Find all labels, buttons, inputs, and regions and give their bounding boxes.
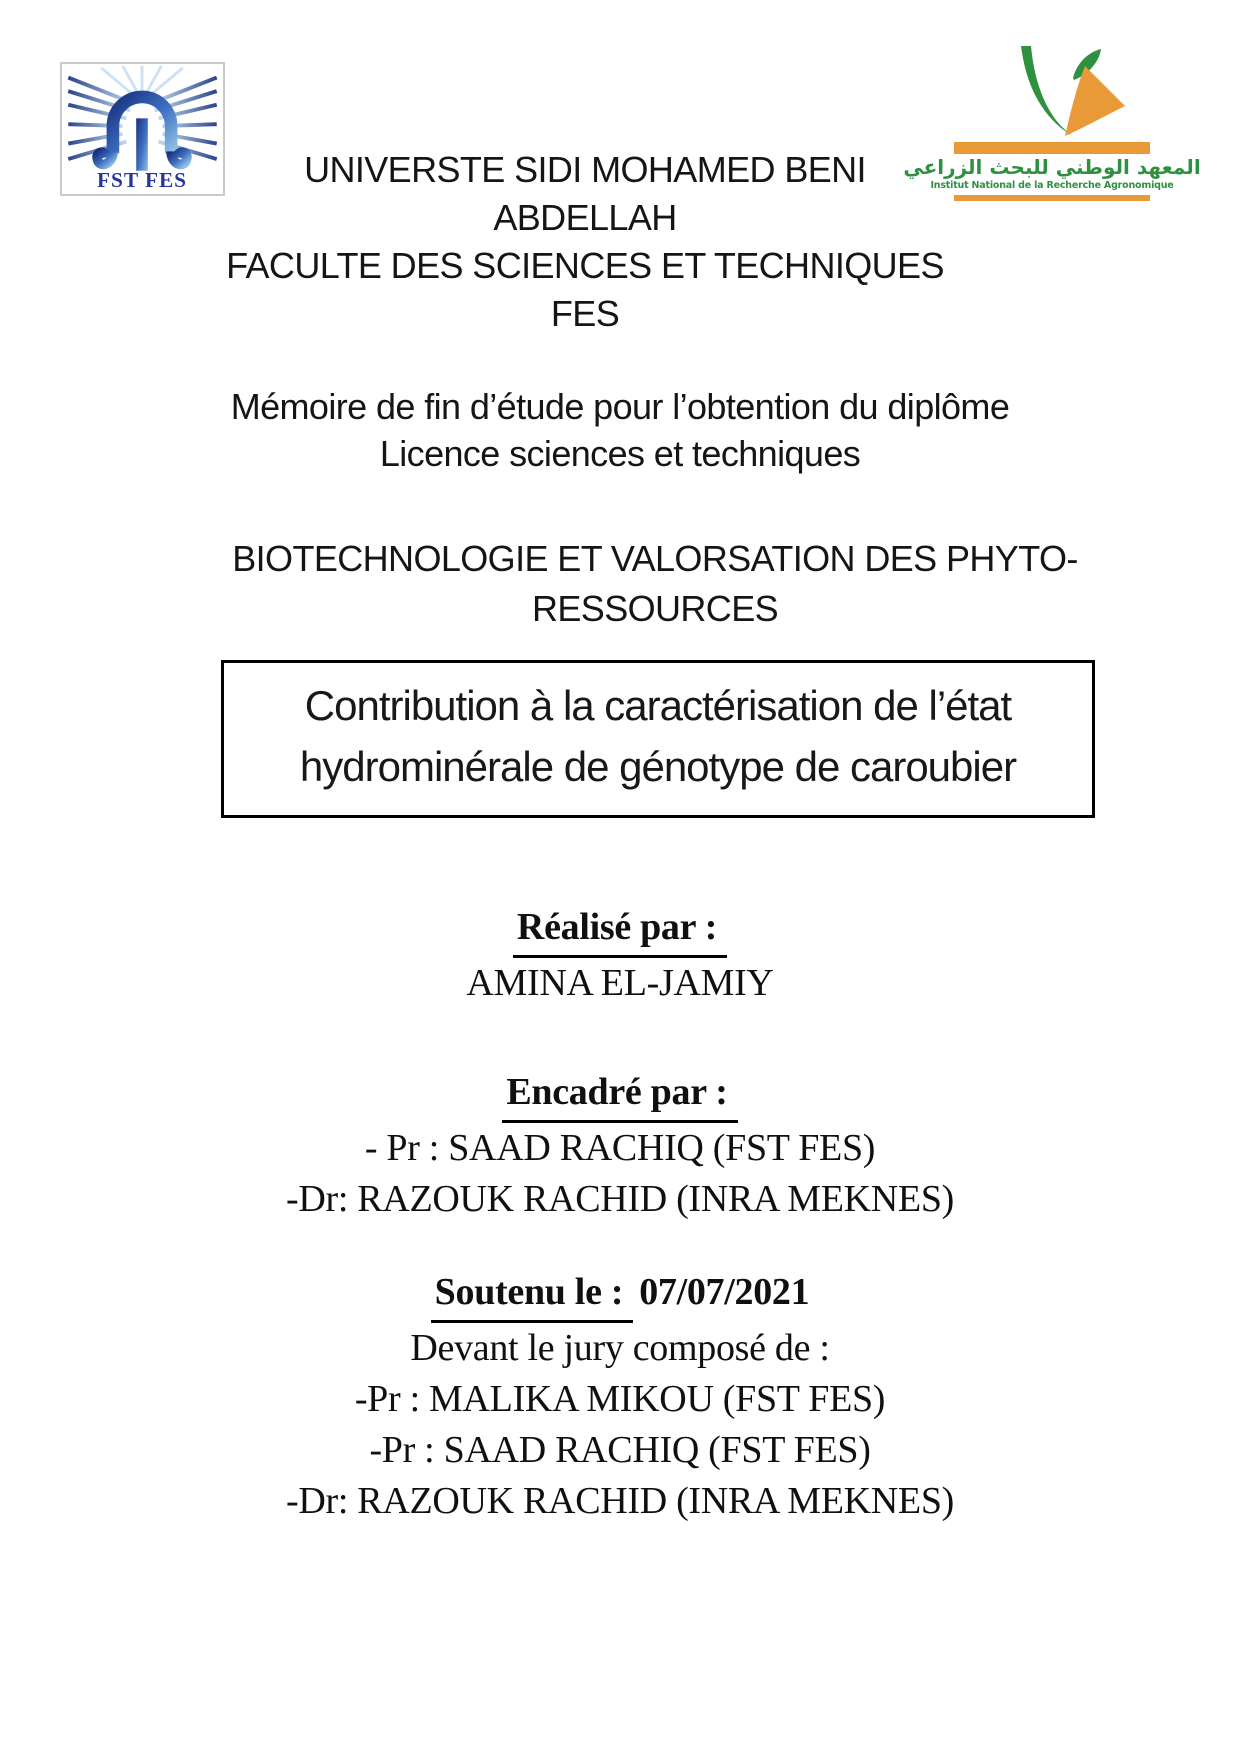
encadre-heading (120, 1067, 1120, 1123)
supervisor-line: - Pr : SAAD RACHIQ (FST FES) (364, 1127, 876, 1169)
realise-section (120, 902, 1120, 1009)
filiere-line: BIOTECHNOLOGIE ET VALORSATION DES PHYTO- (232, 538, 1078, 579)
university-line: UNIVERSTE SIDI MOHAMED BENI (304, 149, 866, 190)
jury-intro: Devant le jury composé de : (410, 1327, 830, 1369)
city-line: FES (550, 293, 620, 334)
encadre-heading-label: Encadré par : (502, 1067, 737, 1123)
inra-french-name: Institut National de la Recherche Agronomique (930, 180, 1174, 191)
thesis-title-line: hydrominérale de génotype de caroubier (299, 743, 1017, 790)
faculty-line: FACULTE DES SCIENCES ET TECHNIQUES (226, 245, 944, 286)
filiere-line: RESSOURCES (531, 588, 779, 629)
inra-logo-mark (977, 44, 1127, 140)
defense-date: 07/07/2021 (639, 1271, 810, 1313)
memoire-line: Licence sciences et techniques (379, 433, 861, 474)
jury-member-line: -Pr : SAAD RACHIQ (FST FES) (369, 1429, 871, 1471)
jury-member-line: -Pr : MALIKA MIKOU (FST FES) (354, 1378, 886, 1420)
encadre-section (120, 1067, 1120, 1225)
thesis-title-line: Contribution à la caractérisation de l’état (304, 682, 1012, 729)
supervisor-line: -Dr: RAZOUK RACHID (INRA MEKNES) (285, 1178, 955, 1220)
author-name: AMINA EL-JAMIY (466, 962, 774, 1004)
soutenance-heading (120, 1267, 1120, 1323)
realise-heading-label: Réalisé par : (513, 902, 727, 958)
inra-green-swoosh (1021, 46, 1073, 136)
memoire-line: Mémoire de fin d’étude pour l’obtention du diplôme (230, 386, 1010, 427)
jury-member-line: -Dr: RAZOUK RACHID (INRA MEKNES) (285, 1480, 955, 1522)
university-header (85, 146, 1085, 338)
realise-heading (120, 902, 1120, 958)
inra-arabic-name: المعهد الوطني للبحث الزراعي (903, 155, 1201, 179)
memoire-subtitle (120, 383, 1120, 477)
soutenance-heading-label: Soutenu le : (431, 1267, 634, 1323)
filiere-title (155, 534, 1155, 634)
university-line: ABDELLAH (493, 197, 677, 238)
fst-logo-text: FST FES (97, 168, 187, 193)
soutenance-section (120, 1267, 1120, 1527)
thesis-title-box (221, 660, 1095, 818)
